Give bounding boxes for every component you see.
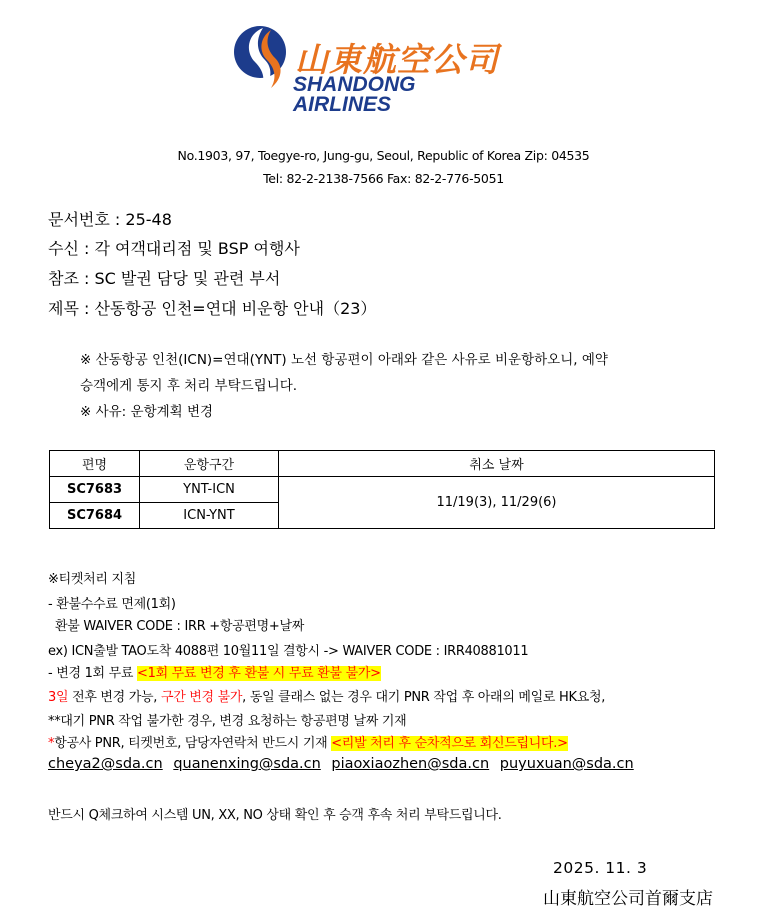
swan-wing-icon bbox=[233, 22, 295, 112]
email-link[interactable]: quanenxing@sda.cn bbox=[173, 756, 321, 772]
waiver-example: ex) ICN출발 TAO도착 4088편 10월11일 결항시 -> WAIVER CODE : IRR40881011 bbox=[48, 644, 529, 659]
table-header-row bbox=[50, 451, 715, 477]
required-info bbox=[48, 732, 568, 751]
waitlist-note: **대기 PNR 작업 불가한 경우, 변경 요청하는 항공편명 날짜 기재 bbox=[48, 714, 407, 729]
cancelled-flights-table bbox=[49, 450, 715, 529]
waiver-code: 환불 WAIVER CODE : IRR +항공편명+날짜 bbox=[55, 619, 305, 634]
change-days: 3일 bbox=[48, 690, 69, 705]
contact-line: Tel: 82-2-2138-7566 Fax: 82-2-776-5051 bbox=[263, 171, 504, 186]
logo-english-line2: AIRLINES bbox=[293, 93, 392, 116]
route-change-not-allowed: 구간 변경 불가 bbox=[160, 690, 243, 705]
required-info-text: 항공사 PNR, 티켓번호, 담당자연락처 반드시 기재 bbox=[54, 736, 328, 751]
change-window-text-b: , 동일 클래스 없는 경우 대기 PNR 작업 후 아래의 메일로 HK요청, bbox=[242, 690, 606, 705]
reply-notice-highlight: <리발 처리 후 순차적으로 회신드립니다.> bbox=[331, 736, 568, 751]
issue-date: 2025. 11. 3 bbox=[553, 859, 648, 877]
reference: 참조 : SC 발권 담당 및 관련 부서 bbox=[48, 269, 281, 288]
subject: 제목 : 산동항공 인천=연대 비운항 안내（23） bbox=[48, 299, 377, 318]
change-window-text-a: 전후 변경 가능, bbox=[68, 690, 161, 705]
notice-line-2: 승객에게 통지 후 처리 부탁드립니다. bbox=[80, 378, 298, 394]
header-flight: 편명 bbox=[50, 451, 140, 477]
change-window bbox=[48, 686, 605, 705]
shandong-logo bbox=[233, 22, 523, 117]
table-row bbox=[50, 477, 715, 503]
cancel-dates: 11/19(3), 11/29(6) bbox=[279, 477, 715, 529]
guide-title: ※티켓처리 지침 bbox=[48, 572, 136, 587]
email-link[interactable]: puyuxuan@sda.cn bbox=[499, 756, 634, 772]
refund-fee-waiver: - 환불수수료 면제(1회) bbox=[48, 597, 176, 612]
change-policy bbox=[48, 662, 381, 681]
email-link[interactable]: cheya2@sda.cn bbox=[48, 756, 163, 772]
recipient: 수신 : 각 여객대리점 및 BSP 여행사 bbox=[48, 239, 300, 258]
required-star: * bbox=[48, 736, 55, 751]
flight-number: SC7684 bbox=[50, 503, 140, 529]
address-line: No.1903, 97, Toegye-ro, Jung-gu, Seoul, Republic of Korea Zip: 04535 bbox=[177, 148, 590, 163]
header-route: 운항구간 bbox=[140, 451, 279, 477]
email-link[interactable]: piaoxiaozhen@sda.cn bbox=[331, 756, 490, 772]
closing-note: 반드시 Q체크하여 시스템 UN, XX, NO 상태 확인 후 승객 후속 처리 부탁드립니다. bbox=[48, 808, 502, 823]
email-list bbox=[48, 756, 640, 772]
flight-route: ICN-YNT bbox=[140, 503, 279, 529]
document-number: 문서번호 : 25-48 bbox=[48, 210, 172, 229]
logo-chinese-name: 山東航空公司 bbox=[295, 40, 499, 79]
change-warning-highlight: <1회 무료 변경 후 환불 시 무료 환불 불가> bbox=[137, 666, 381, 681]
flight-number: SC7683 bbox=[50, 477, 140, 503]
notice-reason: ※ 사유: 운항계획 변경 bbox=[80, 404, 214, 420]
logo-english-line1: SHANDONG bbox=[293, 73, 416, 96]
branch-name: 山東航空公司首爾支店 bbox=[543, 889, 713, 909]
header-cancel-date: 취소 날짜 bbox=[279, 451, 715, 477]
change-prefix: - 변경 1회 무료 bbox=[48, 666, 134, 681]
flight-route: YNT-ICN bbox=[140, 477, 279, 503]
notice-line-1: ※ 산동항공 인천(ICN)=연대(YNT) 노선 항공편이 아래와 같은 사유로 비운항하오니, 예약 bbox=[80, 352, 608, 368]
